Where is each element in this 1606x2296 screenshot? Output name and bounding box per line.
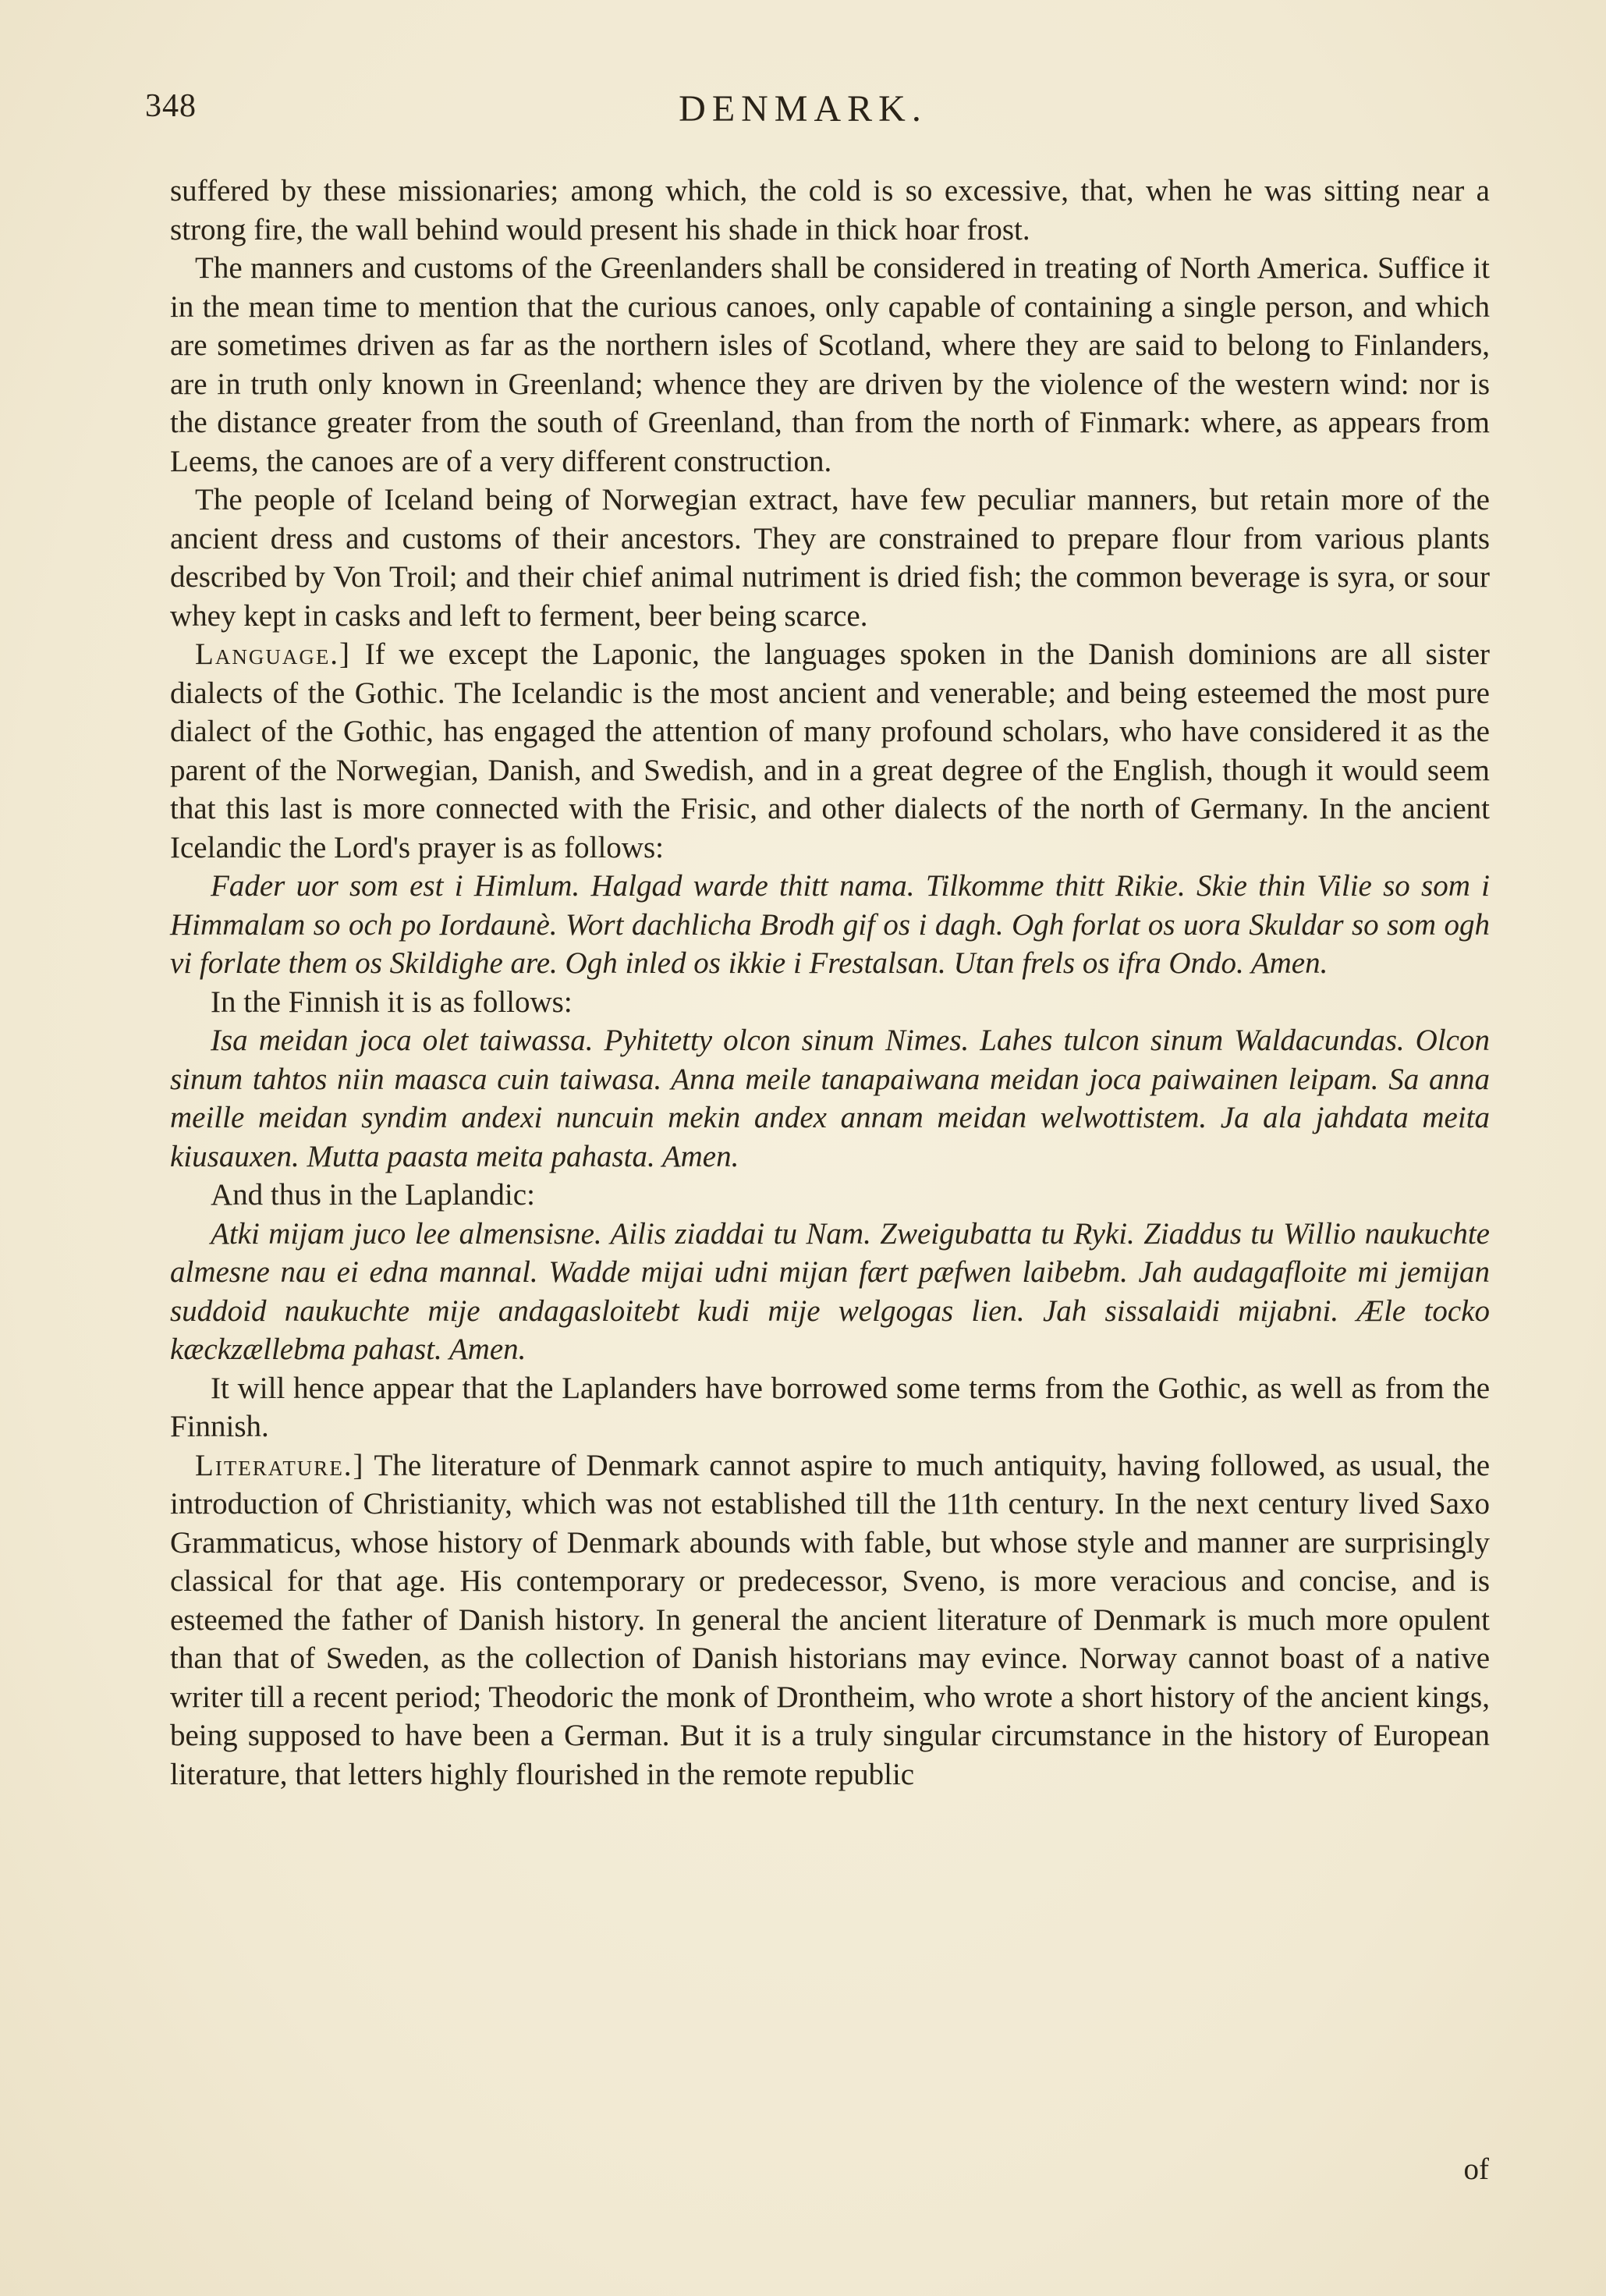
page-header bbox=[0, 87, 1606, 134]
catchword: of bbox=[1463, 2152, 1489, 2186]
running-title: DENMARK. bbox=[679, 88, 927, 130]
paragraph-iceland: The people of Iceland being of Norwegian extract, have few peculiar manners, but retain more of the ancient dress and customs of their ancestors. They are constrained to prepare flour from various plants described by Von Troil; and their chief animal nutriment is dried fish; the common beverage is syra, or sour whey kept in casks and left to ferment, beer being scarce. bbox=[170, 483, 1490, 633]
section-head-literature: Literature.] bbox=[195, 1448, 365, 1482]
paragraph-missionaries: suffered by these missionaries; among which, the cold is so excessive, that, when he was sitting near a strong fire, the wall behind would present his shade in thick hoar frost. bbox=[170, 174, 1490, 247]
literature-text: The literature of Denmark cannot aspire to much antiquity, having followed, as usual, the introduction of Christianity, which was not established till the 11th century. In the next century lived Saxo Grammaticus, whose history of Denmark abounds with fable, but whose style and manner are surprisingly classical for that age. His contemporary or predecessor, Sveno, is more veracious and concise, and is esteemed the father of Danish history. In general the ancient literature of Denmark is much more opulent than that of Sweden, as the collection of Danish historians may evince. Norway cannot boast of a native writer till a recent period; Theodoric the monk of Drontheim, who wrote a short history of the ancient kings, being supposed to have been a German. But it is a truly singular circumstance in the history of European literature, that letters highly flourished in the remote republic bbox=[170, 1448, 1491, 1791]
prayer-laplandic: Atki mijam juco lee almensisne. Ailis ziaddai tu Nam. Zweigubatta tu Ryki. Ziaddus tu Willio naukuchte almesne nau ei edna mannal. Wadde mijai udni mijan fært pæfwen laibebm. Jah audagafloite mi jemijan suddoid naukuchte mije andagasloitebt kudi mije welgogas lien. Jah sissalaidi mijabni. Æle tocko kæckzællebma pahast. Amen. bbox=[170, 1216, 1490, 1366]
paragraph-greenlanders: The manners and customs of the Greenlanders shall be considered in treating of North America. Suffice it in the mean time to mention that the curious canoes, only capable of containing a single person, and which are sometimes driven as far as the northern isles of Scotland, where they are said to belong to Finlanders, are in truth only known in Greenland; whence they are driven by the violence of the western wind: nor is the distance greater from the south of Greenland, than from the north of Finmark: where, as appears from Leems, the canoes are of a very different construction. bbox=[170, 251, 1490, 478]
paragraph-borrowed-terms: It will hence appear that the Laplanders have borrowed some terms from the Gothic, as well as from the Finnish. bbox=[170, 1371, 1490, 1443]
laplandic-intro: And thus in the Laplandic: bbox=[211, 1178, 535, 1212]
language-text: If we except the Laponic, the languages spoken in the Danish dominions are all sister dialects of the Gothic. The Icelandic is the most ancient and venerable; and being esteemed the most pure dialect of the Gothic, has engaged the attention of many profound scholars, who have considered it as the parent of the Norwegian, Danish, and Swedish, and in a great degree of the English, though it would seem that this last is more connected with the Frisic, and other dialects of the north of Germany. In the ancient Icelandic the Lord's prayer is as follows: bbox=[170, 637, 1491, 864]
paragraph-literature bbox=[170, 1446, 1490, 1794]
prayer-finnish: Isa meidan joca olet taiwassa. Pyhitetty olcon sinum Nimes. Lahes tulcon sinum Waldacundas. Olcon sinum tahtos niin maasca cuin taiwasa. Anna meile tanapaiwana meidan joca paiwainen leipam. Sa anna meille meidan syndim andexi nuncuin mekin andex annam meidan welwottistem. Ja ala jahdata meita kiusauxen. Mutta paasta meita pahasta. Amen. bbox=[170, 1024, 1490, 1173]
page-number: 348 bbox=[145, 88, 197, 124]
paragraph-language bbox=[170, 635, 1490, 867]
body-text bbox=[170, 172, 1490, 1794]
section-head-language: Language.] bbox=[195, 637, 352, 671]
finnish-intro: In the Finnish it is as follows: bbox=[211, 985, 573, 1019]
prayer-icelandic: Fader uor som est i Himlum. Halgad warde thitt nama. Tilkomme thitt Rikie. Skie thin Vilie so som i Himmalam so och po Iordaunè. Wort dachlicha Brodh gif os i dagh. Ogh forlat os uora Skuldar so som ogh vi forlate them os Skildighe are. Ogh inled os ikkie i Frestalsan. Utan frels os ifra Ondo. Amen. bbox=[170, 869, 1490, 980]
